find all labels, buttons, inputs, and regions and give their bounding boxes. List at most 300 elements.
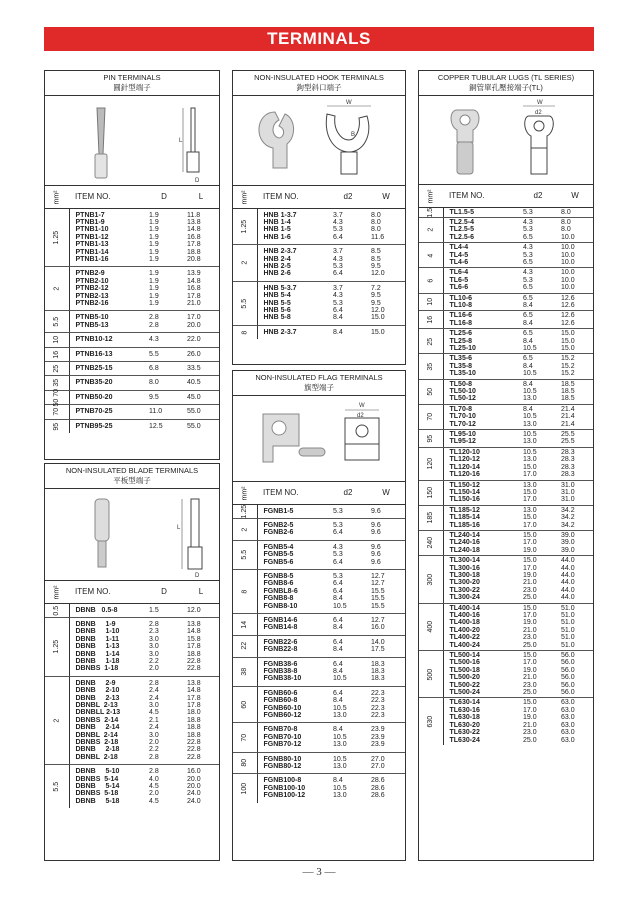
value-cell: 6.4 8.4 10.5 13.0 xyxy=(329,686,367,723)
item-no-cell: FGNB14-6 FGNB14-8 xyxy=(257,613,329,635)
d-header: D xyxy=(145,186,183,208)
wire-size: 5.5 xyxy=(241,298,249,309)
size-cell xyxy=(233,569,257,613)
size-cell xyxy=(419,207,443,217)
value-cell: 15.2 15.2 15.2 xyxy=(557,354,593,379)
table-row xyxy=(419,311,593,329)
table-row xyxy=(45,765,219,809)
size-cell xyxy=(233,518,257,540)
table-row xyxy=(45,208,219,267)
size-cell xyxy=(419,603,443,650)
value-cell: 39.0 39.0 39.0 xyxy=(557,530,593,555)
size-cell xyxy=(45,419,69,433)
size-cell xyxy=(419,329,443,354)
item-no-cell: TL500-14 TL500-16 TL500-18 TL500-20 TL500-22 TL500-24 xyxy=(443,651,519,698)
value-cell: 63.0 63.0 63.0 63.0 63.0 63.0 xyxy=(561,699,575,744)
angle-label: B xyxy=(351,132,356,138)
value-cell: 15.0 17.0 19.0 21.0 23.0 25.0 xyxy=(523,699,537,744)
size-cell xyxy=(233,245,257,282)
value-cell: 12.0 xyxy=(183,603,219,617)
value-cell: 1.9 1.9 1.9 1.9 1.9 1.9 1.9 xyxy=(145,208,183,267)
value-cell: 2.8 4.0 4.5 2.0 4.5 xyxy=(149,768,159,805)
value-cell: 14.0 17.5 xyxy=(367,635,405,657)
value-cell: 2.8 2.4 2.4 3.0 4.5 2.1 2.4 3.0 2.0 2.2 2.8 xyxy=(145,676,183,764)
table-row xyxy=(45,311,219,333)
table-row xyxy=(419,430,593,448)
wire-size: 35 xyxy=(427,362,435,371)
table-row xyxy=(419,243,593,268)
wire-size: 240 xyxy=(427,537,435,549)
value-cell: 10.0 10.0 10.0 xyxy=(557,243,593,268)
item-header: ITEM NO. xyxy=(69,186,145,208)
wire-size: 95 xyxy=(427,434,435,443)
item-no-cell: TL400-14 TL400-16 TL400-18 TL400-20 TL400-22 TL400-24 xyxy=(443,603,519,650)
value-cell: 27.0 27.0 xyxy=(367,752,405,774)
item-no-cell: TL16-6 TL16-8 xyxy=(443,311,519,329)
table-row xyxy=(419,207,593,217)
size-cell xyxy=(233,540,257,569)
wire-size: 1.5 xyxy=(427,207,435,218)
value-cell: 8.0 8.0 8.0 11.6 xyxy=(367,208,405,245)
panel-title-zh: 銅管單孔壓接端子(TL) xyxy=(469,83,543,92)
table-row xyxy=(45,405,219,419)
value-cell: 12.7 16.0 xyxy=(367,613,405,635)
width-label: W xyxy=(346,100,352,106)
value-cell: 2.8 2.3 3.0 3.0 3.0 2.2 2.0 xyxy=(145,617,183,676)
width-label: W xyxy=(537,100,543,106)
value-cell: 28.6 28.6 28.6 xyxy=(371,777,385,800)
size-cell xyxy=(419,505,443,530)
item-no-cell: PTNB2-9 PTNB2-10 PTNB2-12 PTNB2-13 PTNB2-16 xyxy=(69,267,145,311)
table-row xyxy=(419,293,593,311)
size-cell xyxy=(233,208,257,245)
size-cell xyxy=(419,530,443,555)
copper-tubular-lugs-panel xyxy=(418,70,594,861)
wire-size: 1.25 xyxy=(53,230,61,245)
wire-size: 4 xyxy=(427,253,435,258)
size-cell xyxy=(233,613,257,635)
table-row xyxy=(419,354,593,379)
wire-size: 2 xyxy=(241,527,249,532)
pin-table-body xyxy=(45,208,219,433)
wire-size: 2 xyxy=(427,228,435,232)
value-cell: 22.3 22.3 22.3 22.3 xyxy=(367,686,405,723)
hook-terminals-table xyxy=(233,186,405,339)
item-header: ITEM NO. xyxy=(257,482,329,504)
panel-title-zh: 圓針型端子 xyxy=(113,83,151,92)
item-no-cell: TL6-4 TL6-5 TL6-6 xyxy=(443,268,519,293)
size-cell xyxy=(45,765,69,809)
value-cell: 8.4 10.5 13.0 xyxy=(333,777,347,800)
value-cell: 40.5 xyxy=(183,376,219,390)
blade-terminals-panel xyxy=(44,463,220,861)
hook-terminals-panel xyxy=(232,70,406,365)
value-cell: 10.5 13.0 xyxy=(329,752,367,774)
value-cell: 51.0 51.0 51.0 51.0 51.0 51.0 xyxy=(557,603,593,650)
unit-header: mm² xyxy=(45,186,69,208)
size-cell xyxy=(233,504,257,518)
panel-title-en: COPPER TUBULAR LUGS (TL SERIES) xyxy=(437,73,575,82)
value-cell: 6.5 8.4 10.5 xyxy=(519,354,557,379)
size-cell xyxy=(419,430,443,448)
panel-title-zh: 旗型端子 xyxy=(304,383,334,392)
w-header: W xyxy=(367,186,405,208)
value-cell: 55.0 xyxy=(183,405,219,419)
wire-size: 2 xyxy=(241,260,249,265)
value-cell: 4.3 xyxy=(145,333,183,347)
wire-size: 6 xyxy=(427,278,435,283)
wire-size: 630 xyxy=(427,715,435,728)
wire-size: 14 xyxy=(241,620,249,629)
item-no-cell: TL35-6 TL35-8 TL35-10 xyxy=(443,354,519,379)
blade-terminals-table xyxy=(45,581,219,808)
panel-title-zh: 平板型端子 xyxy=(113,476,151,485)
panel-title-zh: 鉤型斜口端子 xyxy=(296,83,342,92)
wire-size: 120 xyxy=(427,457,435,470)
wire-size: 25 xyxy=(427,337,435,346)
pin-terminals-table xyxy=(45,186,219,433)
d2-header: d2 xyxy=(329,186,367,208)
value-cell: 18.5 18.5 18.5 xyxy=(557,379,593,404)
wire-size: 2 xyxy=(53,286,61,291)
item-no-cell: TL1.5-5 xyxy=(443,207,519,217)
item-no-cell: PTNB16-13 xyxy=(69,347,145,361)
pin-terminals-panel xyxy=(44,70,220,460)
value-cell: 9.6 xyxy=(367,504,405,518)
value-cell: 9.6 9.6 9.6 xyxy=(367,540,405,569)
size-cell xyxy=(45,267,69,311)
item-no-cell: DBNB 2-9 DBNB 2-10 DBNB 2-13 DBNBL 2-13 DBNBLL 2-13 DBNBS 2-14 DBNB 2-14 DBNBL 2-14 DBNBS 2-18 DBNB 2-18 DBNBL 2-18 xyxy=(69,676,145,764)
page-number: — 3 — xyxy=(302,866,336,878)
value-cell: 13.0 15.0 17.0 xyxy=(519,480,557,505)
value-cell: 7.2 9.5 9.5 12.0 15.0 xyxy=(367,281,405,325)
table-row xyxy=(45,419,219,433)
table-row xyxy=(419,505,593,530)
table-row xyxy=(419,603,593,650)
table-row xyxy=(419,268,593,293)
wire-size: 10 xyxy=(427,298,435,306)
wire-size: 10 xyxy=(53,335,61,344)
wire-size: 1.25 xyxy=(241,504,249,519)
value-cell: 3.7 4.3 5.3 6.4 xyxy=(329,208,367,245)
table-row xyxy=(233,723,405,752)
table-row xyxy=(233,613,405,635)
page-banner: TERMINALS xyxy=(44,27,594,51)
wire-size: 500 xyxy=(427,668,435,681)
size-cell xyxy=(45,388,69,407)
table-row xyxy=(45,676,219,764)
item-no-cell: TL2.5-4 TL2.5-5 TL2.5-6 xyxy=(443,217,519,242)
l-header: L xyxy=(183,186,219,208)
size-cell xyxy=(233,752,257,774)
wire-size: 60 xyxy=(241,700,249,709)
wire-size: 185 xyxy=(427,511,435,524)
value-cell: 4.3 5.3 6.5 xyxy=(519,243,557,268)
value-cell: 8.5 8.5 9.5 12.0 xyxy=(367,245,405,282)
size-cell xyxy=(45,333,69,347)
length-label: L xyxy=(177,525,181,531)
item-no-cell: HNB 2-3.7 xyxy=(263,328,297,336)
value-cell: 13.8 14.8 17.8 17.8 18.0 18.8 18.8 18.8 22.8 22.8 22.8 xyxy=(183,676,219,764)
value-cell: 8.4 xyxy=(333,328,343,336)
table-row xyxy=(419,556,593,603)
value-cell: 26.0 xyxy=(183,347,219,361)
item-no-cell: TL300-14 TL300-16 TL300-18 TL300-20 TL300-22 TL300-24 xyxy=(443,556,519,603)
panel-title-en: NON-INSULATED FLAG TERMINALS xyxy=(255,373,383,382)
table-row xyxy=(233,325,405,339)
size-cell xyxy=(419,447,443,480)
value-cell: 10.5 13.0 15.0 17.0 xyxy=(519,447,557,480)
item-no-cell: PTNB95-25 xyxy=(75,422,113,430)
unit-header: mm² xyxy=(233,186,257,208)
size-cell xyxy=(45,617,69,676)
wire-size: 80 xyxy=(241,759,249,767)
table-row xyxy=(233,518,405,540)
value-cell: 11.0 xyxy=(145,405,183,419)
value-cell: 12.5 xyxy=(149,422,163,430)
wire-size: 8 xyxy=(241,330,249,335)
item-no-cell: TL95-10 TL95-12 xyxy=(443,430,519,448)
value-cell: 13.9 14.8 16.8 17.8 21.0 xyxy=(183,267,219,311)
item-no-cell: DBNB 5-10 DBNBS 5-14 DBNB 5-14 DBNBS 5-18 DBNB 5-18 xyxy=(75,768,120,805)
width-label: W xyxy=(359,403,365,409)
value-cell: 17.0 20.0 xyxy=(183,311,219,333)
size-cell xyxy=(419,651,443,698)
value-cell: 1.5 xyxy=(145,603,183,617)
item-no-cell: FGNB8-5 FGNB8-6 FGNBL8-6 FGNB8-8 FGNB8-10 xyxy=(257,569,329,613)
wire-size: 1.25 xyxy=(53,640,61,654)
hook-terminal-diagram xyxy=(233,96,405,186)
lug-diagram xyxy=(419,96,593,185)
wire-size: 5.5 xyxy=(241,549,249,560)
item-no-cell: TL240-14 TL240-16 TL240-18 xyxy=(443,530,519,555)
hole-label: d2 xyxy=(357,413,364,419)
size-cell xyxy=(233,657,257,686)
wire-size: 22 xyxy=(241,642,249,651)
table-row xyxy=(45,376,219,390)
wire-size: 35 xyxy=(53,379,61,388)
value-cell: 28.3 28.3 28.3 28.3 xyxy=(557,447,593,480)
item-no-cell: TL25-6 TL25-8 TL25-10 xyxy=(443,329,519,354)
size-cell xyxy=(45,362,69,376)
table-row xyxy=(419,651,593,698)
value-cell: 31.0 31.0 31.0 xyxy=(557,480,593,505)
table-row xyxy=(419,217,593,242)
value-cell: 8.0 8.0 10.0 xyxy=(557,217,593,242)
size-cell xyxy=(233,686,257,723)
value-cell: 6.5 8.4 xyxy=(519,293,557,311)
size-cell xyxy=(419,480,443,505)
table-row xyxy=(419,480,593,505)
value-cell: 3.7 4.3 5.3 6.4 8.4 xyxy=(329,281,367,325)
wire-size: 150 xyxy=(427,486,435,499)
item-no-cell: TL4-4 TL4-5 TL4-6 xyxy=(443,243,519,268)
item-no-cell: HNB 1-3.7 HNB 1-4 HNB 1-5 HNB 1-6 xyxy=(257,208,329,245)
wire-size: 16 xyxy=(53,350,61,359)
value-cell: 12.6 12.6 xyxy=(557,293,593,311)
value-cell: 13.8 14.8 15.8 17.8 18.8 22.8 22.8 xyxy=(183,617,219,676)
size-cell xyxy=(419,404,443,429)
panel-title xyxy=(45,71,219,96)
item-no-cell: HNB 2-3.7 HNB 2-4 HNB 2-5 HNB 2-6 xyxy=(257,245,329,282)
value-cell: 9.6 9.6 xyxy=(367,518,405,540)
size-cell xyxy=(419,354,443,379)
wire-size: 50 70 xyxy=(53,388,61,407)
table-row xyxy=(45,617,219,676)
flag-terminals-panel xyxy=(232,370,406,861)
table-row xyxy=(233,208,405,245)
size-cell xyxy=(419,311,443,329)
value-cell: 8.0 xyxy=(557,207,593,217)
item-no-cell: PTNB50-20 xyxy=(69,390,145,404)
size-cell xyxy=(233,281,257,325)
size-cell xyxy=(45,676,69,764)
table-row xyxy=(419,698,593,745)
item-no-cell: FGNB60-6 FGNB60-8 FGNB60-10 FGNB60-12 xyxy=(257,686,329,723)
size-cell xyxy=(419,268,443,293)
blade-terminal-drawing xyxy=(45,489,219,581)
value-cell: 5.5 xyxy=(145,347,183,361)
item-no-cell: TL630-14 TL630-16 TL630-18 TL630-20 TL630-22 TL630-24 xyxy=(449,699,480,744)
item-no-cell: TL70-8 TL70-10 TL70-12 xyxy=(443,404,519,429)
size-cell xyxy=(419,243,443,268)
item-no-cell: FGNB100-8 FGNB100-10 FGNB100-12 xyxy=(263,777,306,800)
value-cell: 6.4 8.4 xyxy=(329,613,367,635)
unit-header: mm² xyxy=(233,482,257,504)
value-cell: 15.0 17.0 19.0 21.0 23.0 25.0 xyxy=(519,603,557,650)
pin-terminal-diagram xyxy=(45,96,219,186)
diameter-label: D xyxy=(195,573,200,579)
table-row xyxy=(419,329,593,354)
value-cell: 8.4 10.5 13.0 xyxy=(329,723,367,752)
wire-size: 2 xyxy=(53,718,61,723)
item-no-cell: PTNB10-12 xyxy=(69,333,145,347)
blade-table-body xyxy=(45,603,219,808)
value-cell: 3.7 4.3 5.3 6.4 xyxy=(329,245,367,282)
value-cell: 6.5 8.4 xyxy=(519,311,557,329)
value-cell: 15.0 17.0 19.0 21.0 23.0 25.0 xyxy=(519,651,557,698)
unit-header: mm² xyxy=(419,185,443,207)
value-cell: 34.2 34.2 34.2 xyxy=(557,505,593,530)
value-cell: 8.4 10.5 13.0 xyxy=(519,404,557,429)
wire-size: 5.5 xyxy=(53,781,61,792)
value-cell: 21.4 21.4 21.4 xyxy=(557,404,593,429)
panel-title-en: NON-INSULATED BLADE TERMINALS xyxy=(65,466,199,475)
table-row xyxy=(233,774,405,803)
value-cell: 11.8 13.8 14.8 16.8 17.8 18.8 20.8 xyxy=(183,208,219,267)
pin-terminal-drawing xyxy=(45,96,219,186)
item-no-cell: FGNB22-6 FGNB22-8 xyxy=(257,635,329,657)
value-cell: 8.4 10.5 13.0 xyxy=(519,379,557,404)
value-cell: 45.0 xyxy=(183,390,219,404)
size-cell xyxy=(419,698,443,745)
item-no-cell: PTNB70-25 xyxy=(69,405,145,419)
size-cell xyxy=(233,635,257,657)
wire-size: 400 xyxy=(427,620,435,633)
wire-size: 70 xyxy=(241,733,249,742)
value-cell: 4.3 5.3 6.5 xyxy=(519,268,557,293)
table-row xyxy=(233,686,405,723)
wire-size: 70 xyxy=(427,413,435,421)
value-cell: 22.0 xyxy=(183,333,219,347)
value-cell: 6.4 8.4 10.5 xyxy=(329,657,367,686)
wire-size: 5.5 xyxy=(53,316,61,327)
value-cell: 6.8 xyxy=(145,362,183,376)
w-header: W xyxy=(367,482,405,504)
value-cell: 12.6 12.6 xyxy=(557,311,593,329)
wire-size: 8 xyxy=(241,589,249,594)
table-row xyxy=(233,569,405,613)
panel-title-en: PIN TERMINALS xyxy=(103,73,161,82)
value-cell: 10.5 13.0 xyxy=(519,430,557,448)
value-cell: 5.3 6.4 6.4 8.4 10.5 xyxy=(329,569,367,613)
item-no-cell: TL150-12 TL150-14 TL150-16 xyxy=(443,480,519,505)
value-cell: 15.0 xyxy=(371,328,385,336)
wire-size: 16 xyxy=(427,315,435,324)
table-row xyxy=(233,281,405,325)
item-no-cell: FGNB1-5 xyxy=(257,504,329,518)
item-header: ITEM NO. xyxy=(257,186,329,208)
flag-table-body xyxy=(233,504,405,803)
size-cell xyxy=(419,379,443,404)
value-cell: 16.0 20.0 20.0 24.0 24.0 xyxy=(187,768,201,805)
table-row xyxy=(45,362,219,376)
item-no-cell: TL120-10 TL120-12 TL120-14 TL120-16 xyxy=(443,447,519,480)
table-row xyxy=(419,530,593,555)
d2-header: d2 xyxy=(329,482,367,504)
diameter-label: D xyxy=(195,178,200,184)
value-cell: 5.3 xyxy=(329,504,367,518)
wire-size: 100 xyxy=(241,782,249,795)
panel-title-en: NON-INSULATED HOOK TERMINALS xyxy=(254,73,384,82)
unit-header: mm² xyxy=(45,581,69,603)
panel-title xyxy=(45,464,219,489)
wire-size: 25 xyxy=(53,364,61,373)
item-no-cell: FGNB70-8 FGNB70-10 FGNB70-12 xyxy=(257,723,329,752)
value-cell: 5.3 xyxy=(519,207,557,217)
table-row xyxy=(45,390,219,404)
flag-terminal-diagram xyxy=(233,396,405,482)
blade-terminal-diagram xyxy=(45,489,219,581)
wire-size: 50 xyxy=(427,387,435,396)
item-no-cell: FGNB5-4 FGNB5-5 FGNB5-6 xyxy=(257,540,329,569)
value-cell: 6.4 8.4 xyxy=(329,635,367,657)
value-cell: 2.8 2.8 xyxy=(145,311,183,333)
value-cell: 23.9 23.9 23.9 xyxy=(367,723,405,752)
table-row xyxy=(233,504,405,518)
value-cell: 9.5 xyxy=(145,390,183,404)
panel-title xyxy=(233,371,405,396)
w-header: W xyxy=(557,185,593,207)
table-row xyxy=(233,540,405,569)
value-cell: 12.7 12.7 15.5 15.5 15.5 xyxy=(367,569,405,613)
d2-header: d2 xyxy=(519,185,557,207)
hole-label: d2 xyxy=(535,110,542,116)
value-cell: 44.0 44.0 44.0 44.0 44.0 44.0 xyxy=(557,556,593,603)
value-cell: 8.0 xyxy=(145,376,183,390)
item-no-cell: FGNB80-10 FGNB80-12 xyxy=(257,752,329,774)
size-cell xyxy=(419,556,443,603)
table-row xyxy=(45,267,219,311)
item-no-cell: TL10-6 TL10-8 xyxy=(443,293,519,311)
size-cell xyxy=(233,774,257,803)
lug-drawing xyxy=(419,96,593,185)
hook-terminal-drawing xyxy=(233,96,405,186)
wire-size: 1.25 xyxy=(241,219,249,234)
size-cell xyxy=(45,311,69,333)
item-no-cell: PTNB35-20 xyxy=(69,376,145,390)
value-cell: 55.0 xyxy=(187,422,201,430)
